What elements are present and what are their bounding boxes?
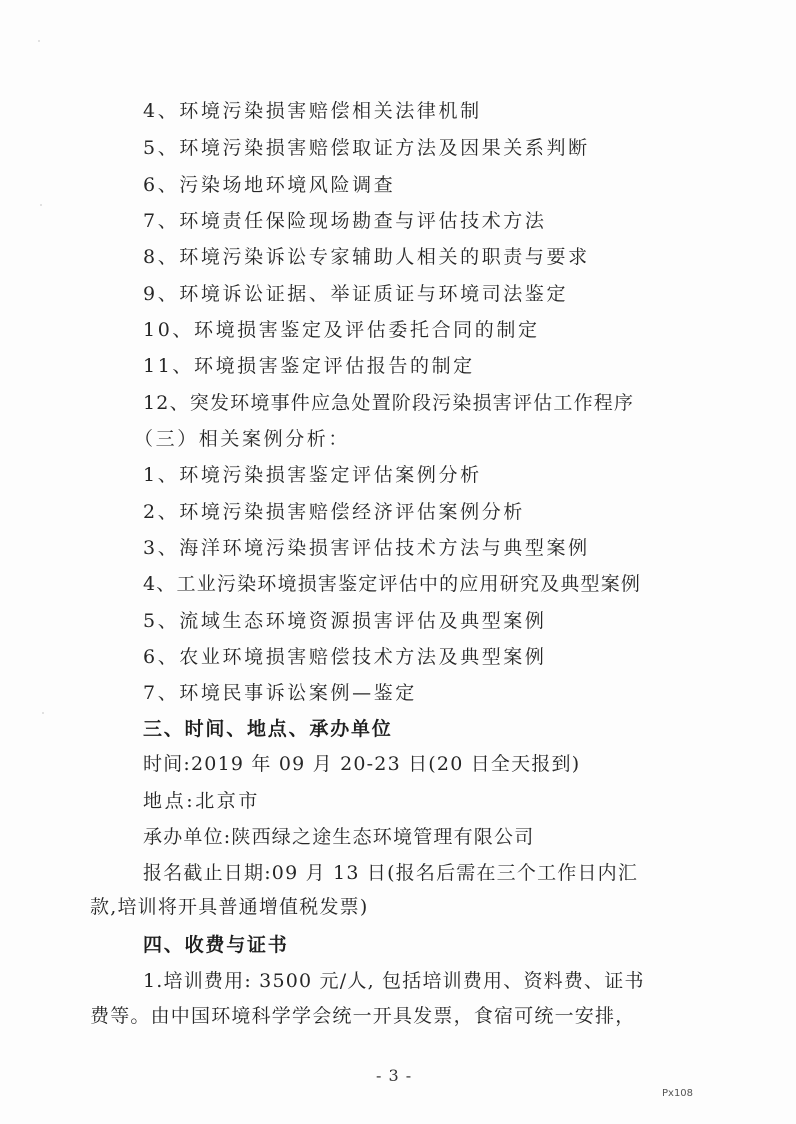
list-item: 11、环境损害鉴定评估报告的制定 [143, 355, 475, 377]
list-item: 6、污染场地环境风险调查 [143, 174, 396, 196]
list-item: 8、环境污染诉讼专家辅助人相关的职责与要求 [143, 246, 590, 268]
place-line: 地点:北京市 [143, 790, 261, 812]
subsection-heading: （三）相关案例分析： [134, 428, 351, 450]
page-number: - 3 - [376, 1066, 413, 1085]
organizer-line: 承办单位:陕西绿之途生态环境管理有限公司 [143, 826, 535, 848]
list-item: 9、环境诉讼证据、举证质证与环境司法鉴定 [143, 283, 569, 305]
section-heading: 四、收费与证书 [143, 934, 289, 956]
scan-speck [40, 204, 42, 206]
list-item: 7、环境责任保险现场勘查与评估技术方法 [143, 210, 547, 232]
section-heading: 三、时间、地点、承办单位 [143, 718, 393, 740]
list-item: 10、环境损害鉴定及评估委托合同的制定 [143, 319, 540, 341]
time-line: 时间:2019 年 09 月 20-23 日(20 日全天报到) [143, 753, 581, 775]
list-item: 5、流域生态环境资源损害评估及典型案例 [143, 610, 547, 632]
list-item: 2、环境污染损害赔偿经济评估案例分析 [143, 501, 525, 523]
deadline-line-continued: 款,培训将开具普通增值税发票) [90, 896, 369, 918]
list-item: 3、海洋环境污染损害评估技术方法与典型案例 [143, 537, 590, 559]
list-item: 6、农业环境损害赔偿技术方法及典型案例 [143, 646, 547, 668]
fee-line: 1.培训费用: 3500 元/人, 包括培训费用、资料费、证书 [143, 970, 645, 992]
list-item: 4、工业污染环境损害鉴定评估中的应用研究及典型案例 [143, 573, 642, 595]
scan-speck [38, 40, 40, 42]
list-item: 1、环境污染损害鉴定评估案例分析 [143, 464, 482, 486]
list-item: 7、环境民事诉讼案例—鉴定 [143, 682, 417, 704]
fee-line-continued: 费等。由中国环境科学学会统一开具发票，食宿可统一安排， [90, 1005, 636, 1027]
document-code: Px108 [662, 1088, 694, 1099]
scan-speck [42, 712, 44, 714]
list-item: 5、环境污染损害赔偿取证方法及因果关系判断 [143, 137, 590, 159]
list-item: 4、环境污染损害赔偿相关法律机制 [143, 100, 482, 122]
deadline-line: 报名截止日期:09 月 13 日(报名后需在三个工作日内汇 [143, 862, 639, 884]
list-item: 12、突发环境事件应急处置阶段污染损害评估工作程序 [143, 392, 635, 414]
